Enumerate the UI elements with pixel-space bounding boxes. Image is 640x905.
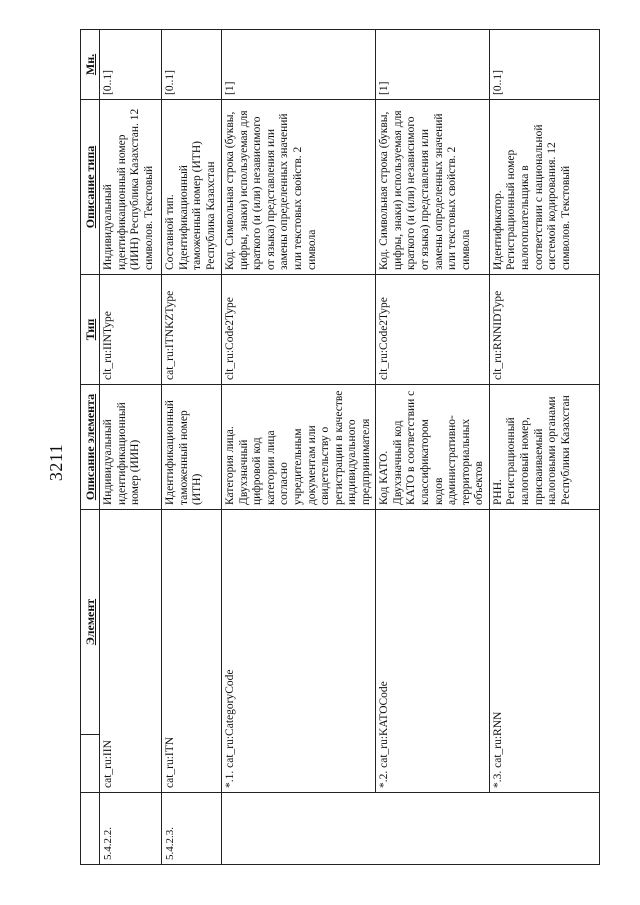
type-description: Код. Символьная строка (буквы, цифры, знаки) используемая для краткого (и (или) независимого от языка) представления или замены определенных значений или текстовых свойств. 2 символа [376,100,490,275]
sub-number: *.2. [378,770,391,788]
element-name-text: cat_ru:RNN [491,711,504,768]
table-row [489,30,599,865]
element-name [376,510,490,793]
row-number-empty [376,793,490,865]
table-row [162,30,222,865]
type-name: clt_ru:Code2Type [222,275,376,385]
row-number: 5.4.2.2. [100,793,162,865]
header-sub [81,735,100,793]
type-description: Индивидуальный идентификационный номер (ИИН) Республика Казахстан. 12 символов. Текстовый [100,100,162,275]
multiplicity: [0..1] [489,30,599,100]
element-name-text: cat_ru:CategoryCode [224,669,237,768]
type-name: cat_ru:ITNKZType [162,275,222,385]
table-row [100,30,162,865]
table-row [222,30,376,865]
element-name [222,510,376,793]
header-type: Тип [81,275,100,385]
header-num [81,793,100,865]
header-element-description: Описание элемента [81,385,100,510]
element-table [80,29,600,865]
type-name: clt_ru:RNNIDType [489,275,599,385]
multiplicity: [0..1] [162,30,222,100]
sub-number: *.3. [491,770,504,788]
type-description: Идентификатор. Регистрационный номер налогоплательщика в соответствии с национальной системой кодирования. 12 символов. Текстовый [489,100,599,275]
type-description: Код. Символьная строка (буквы, цифры, знаки) используемая для краткого (и (или) независимого от языка) представления или замены определенных значений или текстовых свойств. 2 символа [222,100,376,275]
element-description: Категория лица. Двухзначный цифровой код категории лица согласно учредительным документам или свидетельству о регистрации в качестве индивидуального предпринимателя [222,385,376,510]
element-name-text: cat_ru:KATOCode [378,681,391,768]
type-name: clt_ru:Code2Type [376,275,490,385]
rotated-table-container [80,30,600,865]
element-description: Код КАТО. Двухзначный код КАТО в соответствии с классификатором кодов административно-территориальных объектов [376,385,490,510]
element-name: cat_ru:IIN [100,510,162,793]
multiplicity: [1] [222,30,376,100]
type-name: clt_ru:IINType [100,275,162,385]
header-mn: Мн. [81,30,100,100]
sub-number: *.1. [224,770,237,788]
row-number-empty [489,793,599,865]
table-header-row [81,30,100,865]
element-description: РНН. Регистрационный налоговый номер, присваиваемый налоговыми органами Республики Казахстан [489,385,599,510]
row-number-empty [222,793,376,865]
element-name [489,510,599,793]
element-description: Идентификационный таможенный номер (ИТН) [162,385,222,510]
table-row [376,30,490,865]
type-description: Составной тип. Идентификационный таможенный номер (ИТН) Республика Казахстан [162,100,222,275]
element-name: cat_ru:ITN [162,510,222,793]
multiplicity: [1] [376,30,490,100]
page-number: 3211 [46,443,67,482]
multiplicity: [0..1] [100,30,162,100]
header-type-description: Описание типа [81,100,100,275]
row-number: 5.4.2.3. [162,793,222,865]
header-element: Элемент [81,510,100,735]
element-description: Индивидуальный идентификационный номер (ИИН) [100,385,162,510]
